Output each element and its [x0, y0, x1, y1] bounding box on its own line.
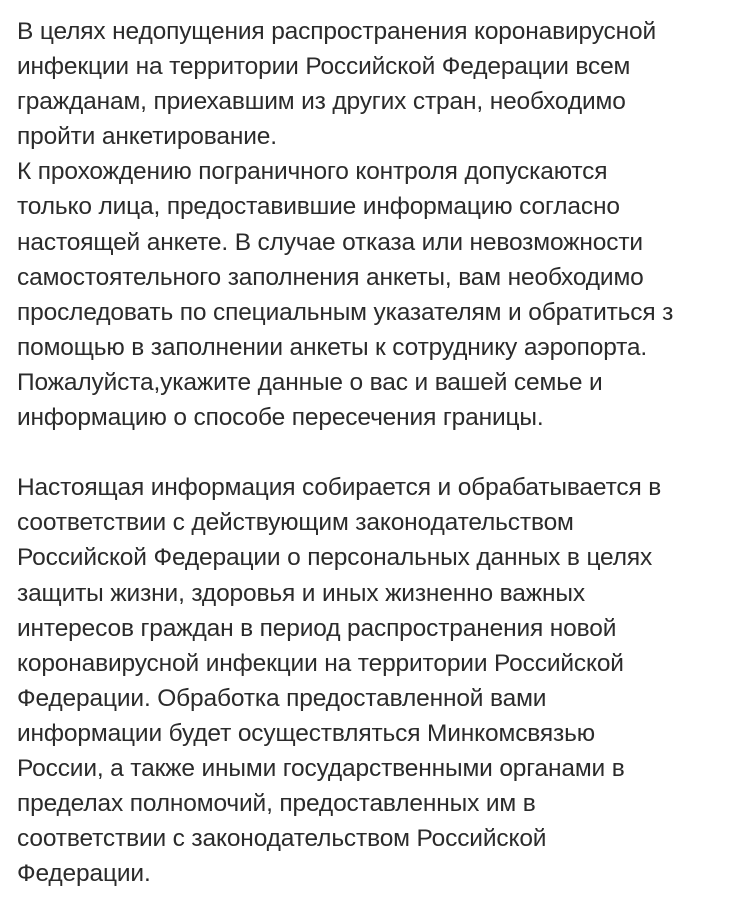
text-line: гражданам, приехавшим из других стран, необходимо — [17, 88, 626, 116]
text-line: информации будет осуществляться Минкомсвязью — [17, 719, 595, 747]
text-line: помощью в заполнении анкеты к сотруднику аэропорта. — [17, 333, 648, 361]
text-line: проследовать по специальным указателям и обратиться з — [17, 298, 674, 326]
text-line: информацию о способе пересечения границы. — [17, 404, 544, 432]
text-line: Настоящая информация собирается и обрабатывается в — [17, 474, 662, 502]
text-line: В целях недопущения распространения коронавирусной — [17, 18, 657, 45]
text-line: инфекции на территории Российской Федерации всем — [17, 53, 631, 81]
text-line: Федерации. Обработка предоставленной вами — [17, 684, 547, 712]
text-line: настоящей анкете. В случае отказа или невозможности — [17, 228, 643, 256]
text-line: пределах полномочий, предоставленных им в — [17, 790, 536, 818]
document-body — [17, 14, 755, 891]
paragraph-privacy — [17, 470, 755, 891]
text-line: Российской Федерации о персональных данных в целях — [17, 544, 653, 572]
text-line: России, а также иными государственными органами в — [17, 754, 625, 782]
paragraph-spacer — [17, 435, 755, 470]
text-line: соответствии с законодательством Российской — [17, 825, 547, 853]
text-line: коронавирусной инфекции на территории Российской — [17, 649, 624, 677]
text-line: Пожалуйста,укажите данные о вас и вашей семье и — [17, 368, 603, 396]
paragraph-intro — [17, 14, 755, 154]
paragraph-border-control — [17, 154, 755, 365]
text-line: К прохождению пограничного контроля допускаются — [17, 158, 608, 186]
text-line: самостоятельного заполнения анкеты, вам необходимо — [17, 263, 644, 291]
text-line: пройти анкетирование. — [17, 123, 277, 151]
text-line: защиты жизни, здоровья и иных жизненно важных — [17, 579, 585, 607]
text-line: только лица, предоставившие информацию согласно — [17, 193, 620, 221]
text-line: Федерации. — [17, 860, 151, 888]
text-line: интересов граждан в период распространения новой — [17, 614, 617, 642]
text-line: соответствии с действующим законодательством — [17, 509, 574, 537]
paragraph-instructions — [17, 365, 755, 435]
